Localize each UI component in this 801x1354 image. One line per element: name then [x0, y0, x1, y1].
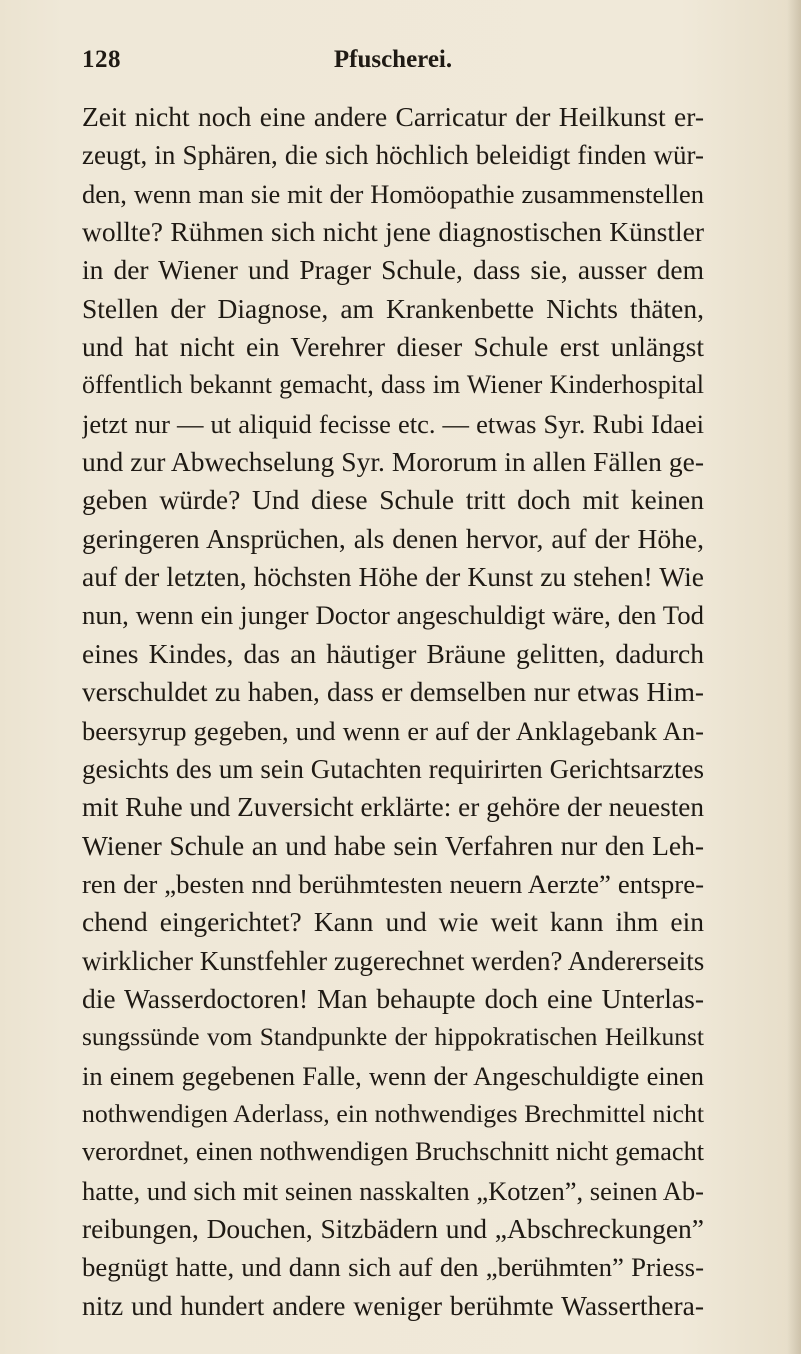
text-line: geben würde? Und diese Schule tritt doch mit keinen: [82, 484, 704, 516]
text-line: auf der letzten, höchsten Höhe der Kunst zu stehen! Wie: [82, 561, 704, 593]
body-text: [82, 98, 704, 1325]
text-line: ren der „besten nnd berühmtesten neuern Aerzte” entspre-: [82, 868, 704, 899]
text-line: gesichts des um sein Gutachten requirirten Gerichtsarztes: [82, 753, 704, 784]
text-line: und zur Abwechselung Syr. Mororum in allen Fällen ge-: [82, 446, 704, 478]
text-line: Stellen der Diagnose, am Krankenbette Nichts thäten,: [82, 292, 704, 324]
text-line: in der Wiener und Prager Schule, dass sie, ausser dem: [82, 254, 704, 286]
page-edge-shadow: [787, 0, 801, 1354]
page-header: [82, 46, 704, 86]
text-line: mit Ruhe und Zuversicht erklärte: er gehöre der neuesten: [82, 792, 704, 823]
text-line: nitz und hundert andere weniger berühmte Wasserthera-: [82, 1289, 704, 1321]
text-line: sungssünde vom Standpunkte der hippokratischen Heilkunst: [82, 1022, 704, 1052]
text-line: reibungen, Douchen, Sitzbädern und „Abschreckungen”: [82, 1212, 704, 1244]
text-line: jetzt nur — ut aliquid fecisse etc. — etwas Syr. Rubi Idaei: [82, 408, 704, 439]
text-line: chend eingerichtet? Kann und wie weit kann ihm ein: [82, 906, 704, 938]
text-line: hatte, und sich mit seinen nasskalten „Kotzen”, seinen Ab-: [82, 1175, 704, 1206]
text-line: wollte? Rühmen sich nicht jene diagnostischen Künstler: [82, 216, 704, 248]
text-line: verordnet, einen nothwendigen Bruchschnitt nicht gemacht: [82, 1137, 704, 1167]
text-line: wirklicher Kunstfehler zugerechnet werden? Andererseits: [82, 945, 704, 976]
text-line: Zeit nicht noch eine andere Carricatur der Heilkunst er-: [82, 101, 704, 132]
text-line: den, wenn man sie mit der Homöopathie zusammenstellen: [82, 178, 704, 209]
text-line: zeugt, in Sphären, die sich höchlich beleidigt finden wür-: [82, 140, 704, 171]
text-line: geringeren Ansprüchen, als denen hervor, auf der Höhe,: [82, 522, 704, 554]
text-line: eines Kindes, das an häutiger Bräune gelitten, dadurch: [82, 637, 704, 669]
running-title: Pfuscherei.: [333, 46, 453, 73]
page-number: 128: [82, 46, 121, 73]
text-line: und hat nicht ein Verehrer dieser Schule erst unlängst: [82, 331, 704, 363]
text-line: die Wasserdoctoren! Man behaupte doch eine Unterlas-: [82, 982, 704, 1014]
text-line: nun, wenn ein junger Doctor angeschuldigt wäre, den Tod: [82, 600, 704, 631]
text-line: Wiener Schule an und habe sein Verfahren nur den Leh-: [82, 829, 704, 861]
text-line: beersyrup gegeben, und wenn er auf der Anklagebank An-: [82, 715, 704, 746]
text-line: begnügt hatte, und dann sich auf den „berühmten” Priess-: [82, 1252, 704, 1283]
text-line: nothwendigen Aderlass, ein nothwendiges Brechmittel nicht: [82, 1098, 704, 1128]
text-line: öffentlich bekannt gemacht, dass im Wiener Kinderhospital: [82, 370, 704, 400]
text-line: in einem gegebenen Falle, wenn der Angeschuldigte einen: [82, 1060, 704, 1091]
text-line: verschuldet zu haben, dass er demselben nur etwas Him-: [82, 677, 704, 708]
